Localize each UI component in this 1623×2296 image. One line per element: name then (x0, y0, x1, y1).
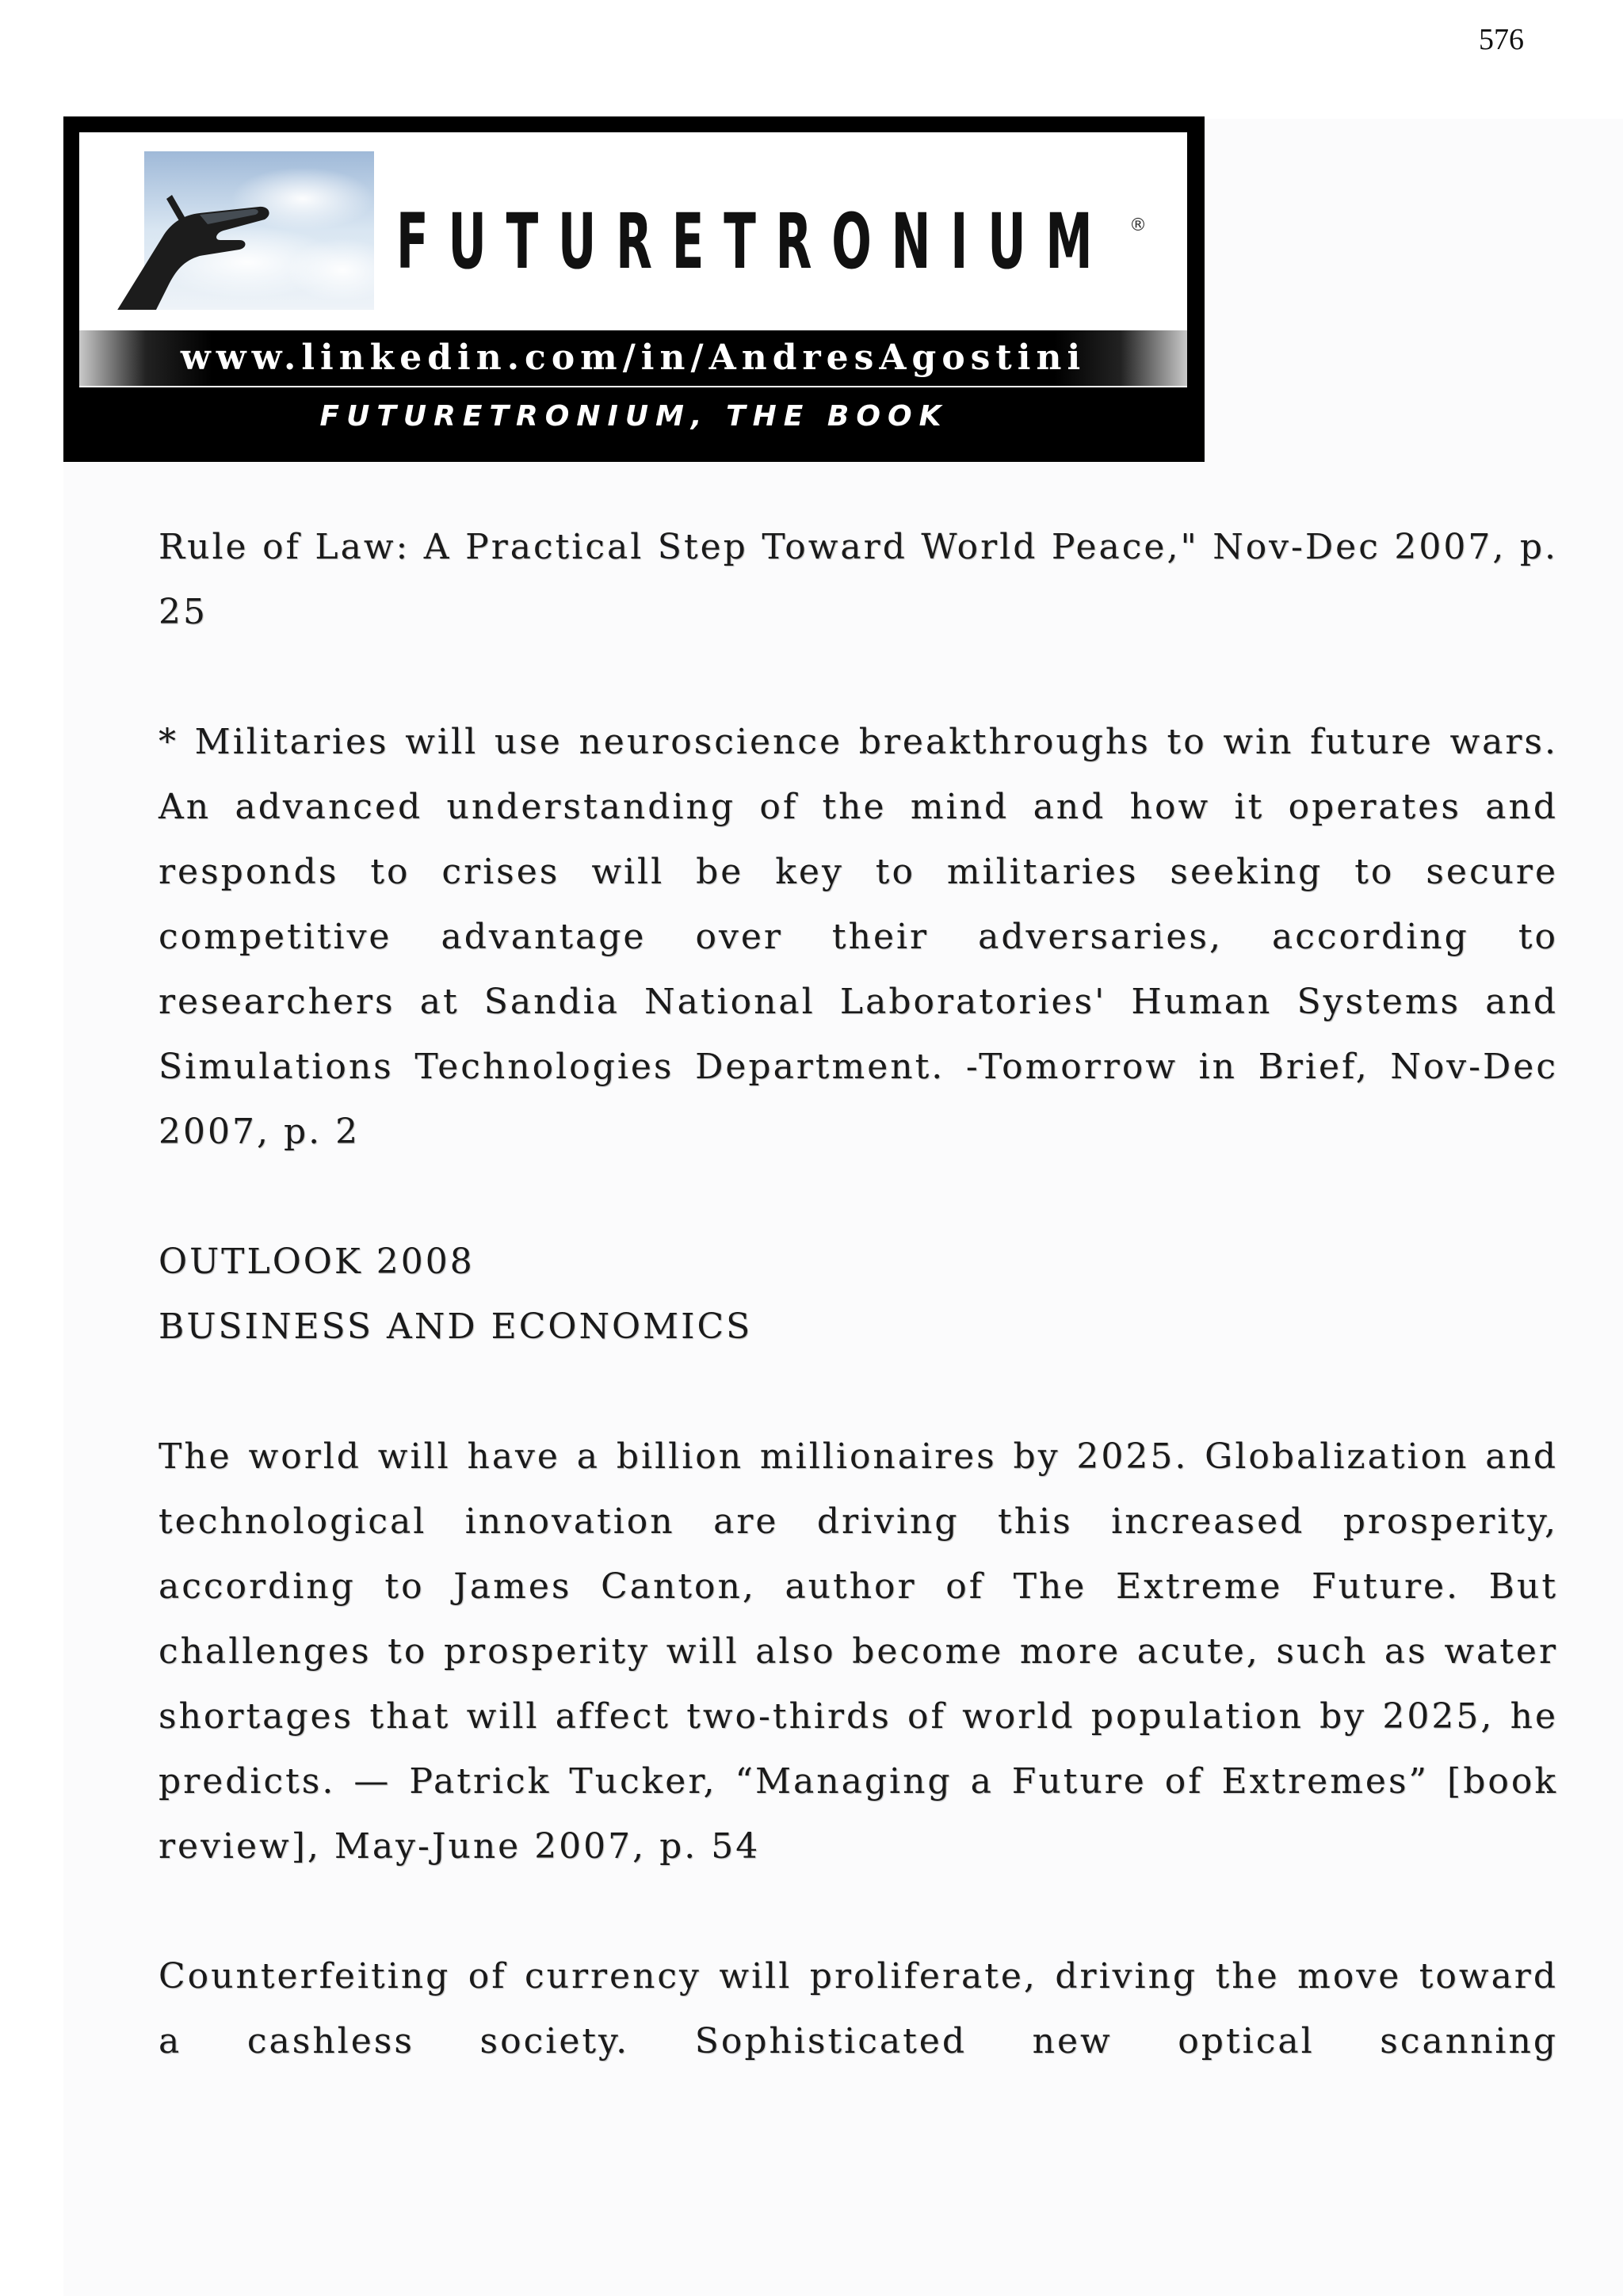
paragraph-counterfeiting: Counterfeiting of currency will proliferate, driving the move toward a cashless society. Sophisticated new optical scanning (158, 1956, 1558, 2061)
registered-mark: ® (1129, 215, 1147, 235)
page-content (158, 515, 1558, 2139)
paragraph-millionaires: The world will have a billion millionaires by 2025. Globalization and technological innovation are driving this increased prosperity, according to James Canton, author of The Extreme Future. But challenges to prosperity will also become more acute, such as water shortages that will affect two-thirds of world population by 2025, he predicts. — Patrick Tucker, “Managing a Future of Extremes” [book review], May-June 2007, p. 54 (158, 1436, 1558, 1867)
paragraph-militaries: * Militaries will use neuroscience breakthroughs to win future wars. An advanced understanding of the mind and how it operates and responds to crises will be key to militaries seeking to secure competitive advantage over their adversaries, according to researchers at Sandia National Laboratories' Human Systems and Simulations Technologies Department. -Tomorrow in Brief, Nov-Dec 2007, p. 2 (158, 722, 1558, 1152)
banner-panel (79, 128, 1187, 387)
hand-sky-image (89, 151, 374, 310)
linkedin-url[interactable]: www.linkedin.com/in/AndresAgostini (180, 338, 1086, 378)
heading-outlook: OUTLOOK 2008 (158, 1241, 475, 1282)
banner-tagline: FUTURETRONIUM, THE BOOK (319, 400, 949, 433)
section-heading-block (158, 1230, 1558, 1360)
page-number: 576 (1479, 23, 1524, 56)
url-bar (79, 330, 1187, 386)
futuretronium-banner (63, 116, 1205, 462)
brand-title: FUTURETRONIUM (396, 197, 1113, 286)
paragraph-rule-of-law: Rule of Law: A Practical Step Toward World Peace," Nov-Dec 2007, p. 25 (158, 527, 1558, 632)
heading-business-economics: BUSINESS AND ECONOMICS (158, 1306, 753, 1347)
